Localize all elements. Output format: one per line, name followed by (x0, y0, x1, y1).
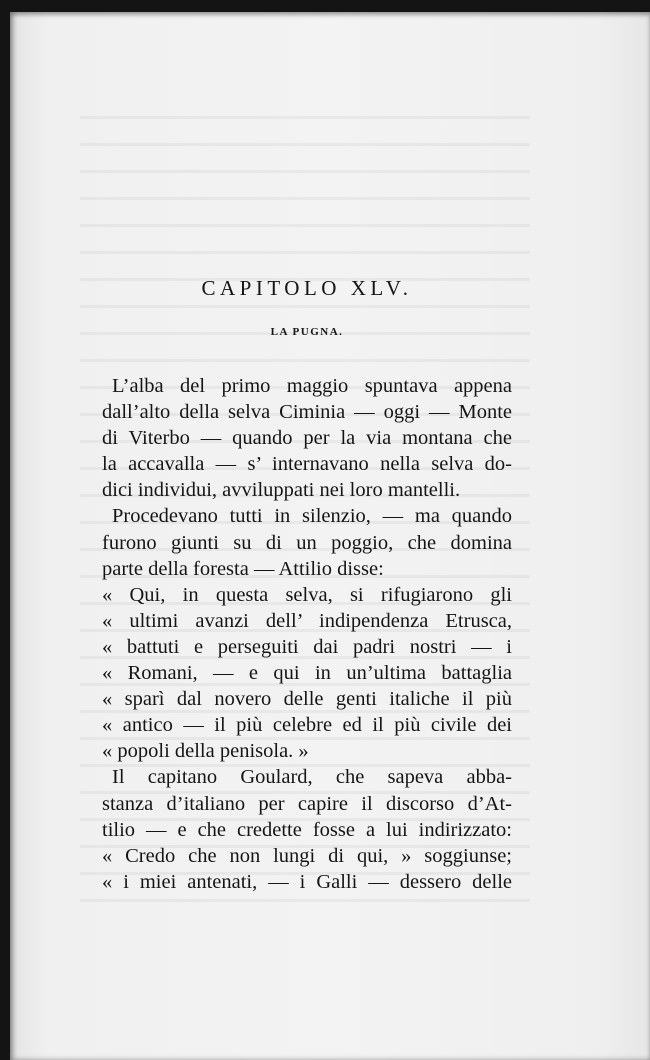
chapter-title: CAPITOLO XLV. (201, 276, 413, 300)
body-text (102, 373, 512, 895)
text-line: « popoli della penisola. » (102, 740, 309, 763)
text-line: tilio — e che credette fosse a lui indirizzato: (102, 818, 512, 841)
text-line: « ultimi avanzi dell’ indipendenza Etrusca, (102, 609, 512, 632)
text-line: furono giunti su di un poggio, che domina (102, 531, 512, 554)
text-line: « Qui, in questa selva, si rifugiarono gli (102, 583, 512, 606)
text-line: Procedevano tutti in silenzio, — ma quando (112, 505, 512, 528)
text-line: dici individui, avviluppati nei loro mantelli. (102, 479, 461, 502)
text-line: « antico — il più celebre ed il più civile dei (102, 714, 512, 737)
chapter-subtitle: LA PUGNA. (270, 326, 344, 338)
text-line: « Romani, — e qui in un’ultima battaglia (102, 662, 512, 685)
text-line: Il capitano Goulard, che sapeva abba- (112, 766, 512, 789)
text-line: la accavalla — s’ internavano nella selva do- (102, 453, 512, 476)
text-line: « i miei antenati, — i Galli — dessero delle (102, 870, 512, 893)
text-line: di Viterbo — quando per la via montana che (102, 427, 512, 450)
page-content (102, 260, 512, 895)
text-line: « Credo che non lungi di qui, » soggiunse; (102, 844, 512, 867)
text-line: dall’alto della selva Ciminia — oggi — Monte (102, 401, 512, 424)
text-line: parte della foresta — Attilio disse: (102, 557, 384, 580)
text-line: « sparì dal novero delle genti italiche il più (102, 688, 512, 711)
text-line: « battuti e perseguiti dai padri nostri — i (102, 635, 512, 658)
text-line: L’alba del primo maggio spuntava appena (112, 375, 512, 397)
book-page (10, 12, 650, 1060)
text-line: stanza d’italiano per capire il discorso d’At- (102, 792, 512, 815)
